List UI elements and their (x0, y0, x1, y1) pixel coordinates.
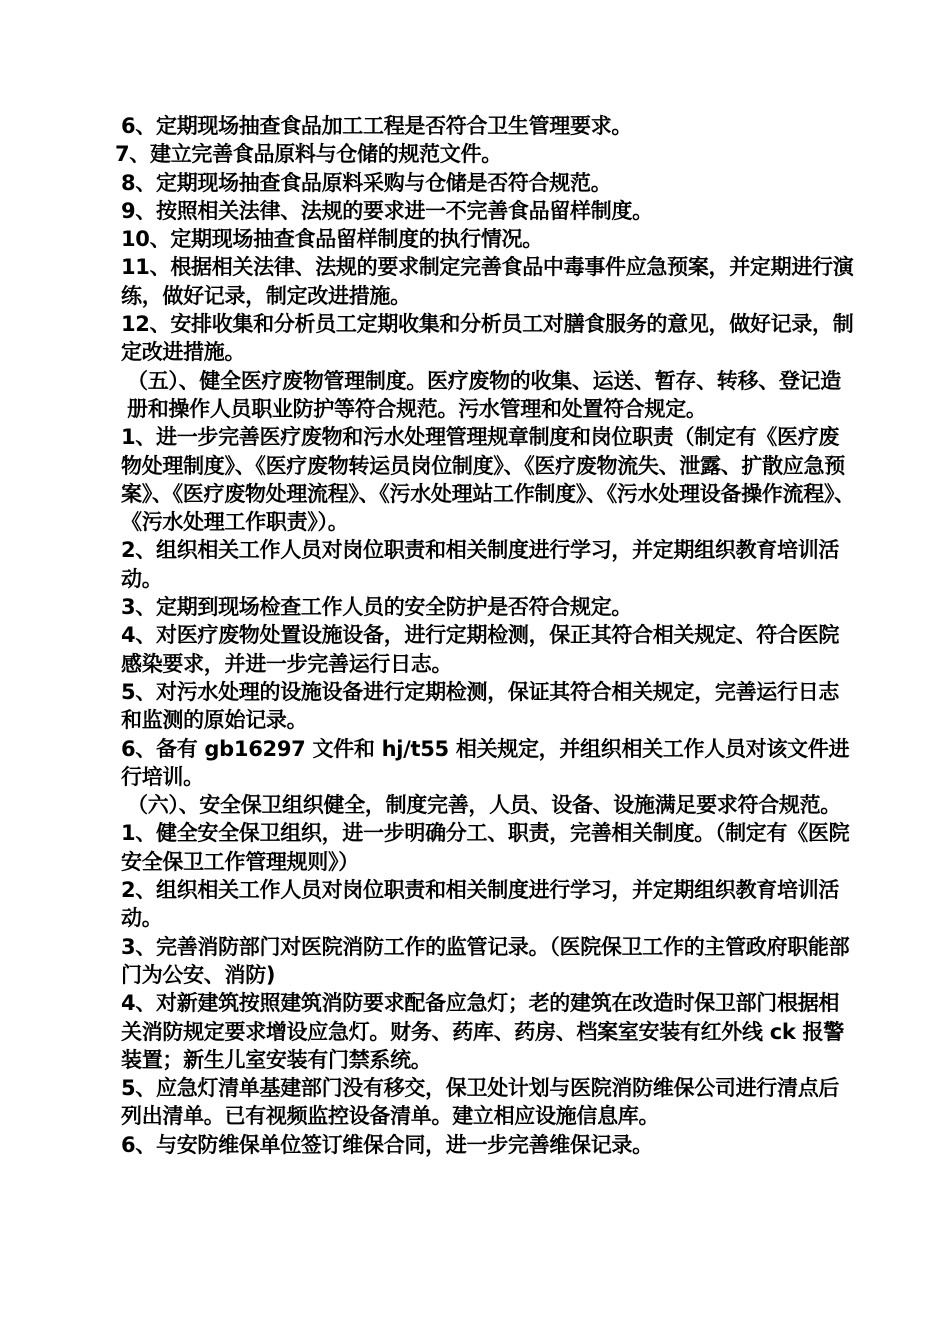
section-heading-paragraph: （五）、健全医疗废物管理制度。医疗废物的收集、运送、暂存、转移、登记造册和操作人员职业防护等符合规范。污水管理和处置符合规定。 (127, 368, 841, 421)
paragraph: 8、定期现场抽查食品原料采购与仓储是否符合规范。 (121, 170, 612, 195)
paragraph: 11、根据相关法律、法规的要求制定完善食品中毒事件应急预案，并定期进行演练，做好记录，制定改进措施。 (121, 255, 854, 308)
paragraph: 3、定期到现场检查工作人员的安全防护是否符合规定。 (121, 595, 633, 620)
paragraph: 4、对新建筑按照建筑消防要求配备应急灯；老的建筑在改造时保卫部门根据相关消防规定要求增设应急灯。财务、药库、药房、档案室安装有红外线 ck 报警装置；新生儿室安装有门禁系统。 (121, 991, 844, 1072)
paragraph: 1、进一步完善医疗废物和污水处理管理规章制度和岗位职责（制定有《医疗废物处理制度》、《医疗废物转运员岗位制度》、《医疗废物流失、泄露、扩散应急预案》、《医疗废物处理流程》、《污水处理站工作制度》、《污水处理设备操作流程》、《污水处理工作职责》）。 (121, 425, 855, 535)
paragraph: 4、对医疗废物处置设施设备，进行定期检测，保正其符合相关规定、符合医院感染要求，并进一步完善运行日志。 (121, 623, 840, 676)
paragraph: 9、按照相关法律、法规的要求进一不完善食品留样制度。 (121, 198, 653, 223)
paragraph: 5、对污水处理的设施设备进行定期检测，保证其符合相关规定，完善运行日志和监测的原始记录。 (121, 679, 840, 733)
paragraph: 3、完善消防部门对医院消防工作的监管记录。（医院保卫工作的主管政府职能部门为公安、消防) (121, 934, 850, 987)
paragraph: 7、建立完善食品原料与仓储的规范文件。 (115, 142, 502, 167)
paragraph: 2、组织相关工作人员对岗位职责和相关制度进行学习，并定期组织教育培训活动。 (121, 538, 840, 591)
section-heading-paragraph: （六）、安全保卫组织健全，制度完善，人员、设备、设施满足要求符合规范。 (127, 793, 841, 818)
document-body (115, 112, 855, 1159)
paragraph: 5、应急灯清单基建部门没有移交，保卫处计划与医院消防维保公司进行清点后列出清单。已有视频监控设备清单。建立相应设施信息库。 (121, 1076, 840, 1129)
paragraph: 6、与安防维保单位签订维保合同，进一步完善维保记录。 (121, 1132, 653, 1157)
paragraph: 6、定期现场抽查食品加工工程是否符合卫生管理要求。 (121, 114, 633, 138)
paragraph: 1、健全安全保卫组织，进一步明确分工、职责，完善相关制度。（制定有《医院安全保卫工作管理规则》） (121, 821, 850, 874)
paragraph: 12、安排收集和分析员工定期收集和分析员工对膳食服务的意见，做好记录，制定改进措施。 (121, 312, 854, 365)
paragraph: 10、定期现场抽查食品留样制度的执行情况。 (121, 227, 543, 252)
paragraph: 2、组织相关工作人员对岗位职责和相关制度进行学习，并定期组织教育培训活动。 (121, 878, 840, 931)
paragraph: 6、备有 gb16297 文件和 hj/t55 相关规定，并组织相关工作人员对该文件进行培训。 (121, 736, 850, 789)
